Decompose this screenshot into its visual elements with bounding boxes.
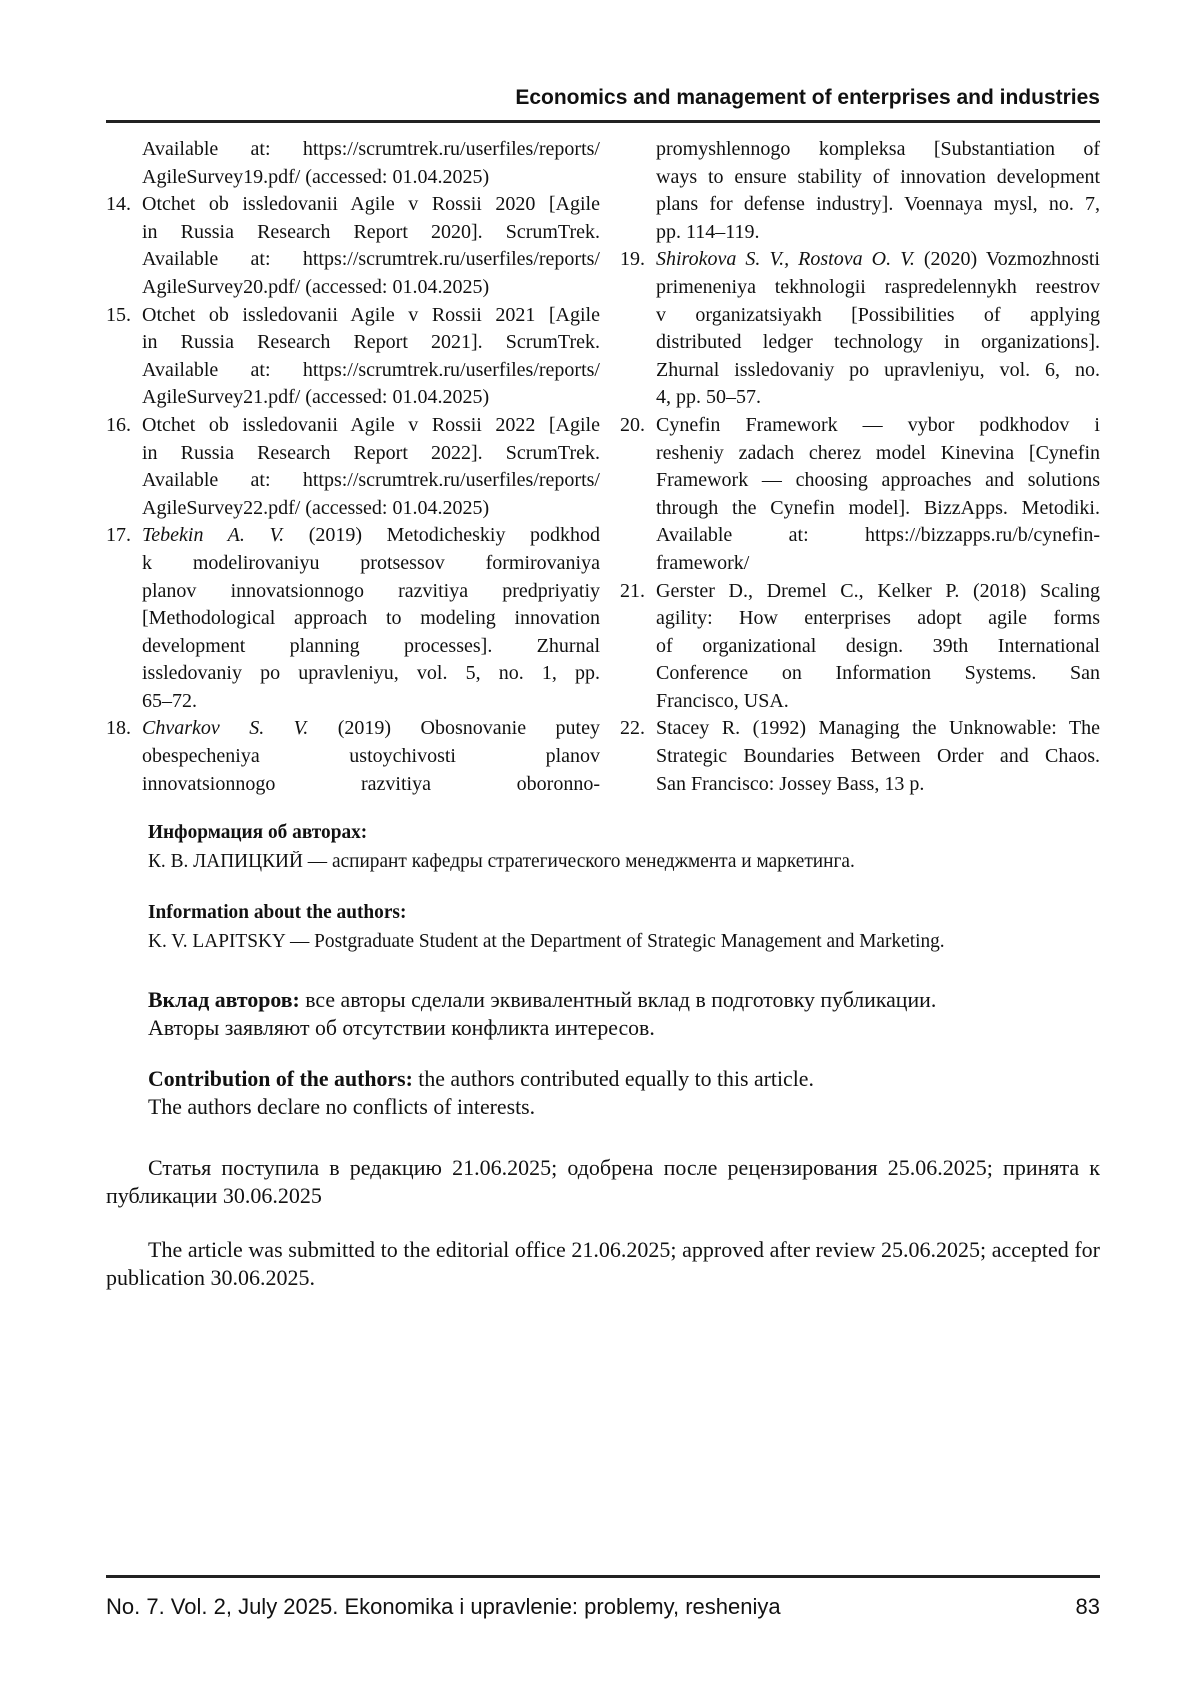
reference-line-text: Stacey R. (1992) Managing the Unknowable: The xyxy=(656,717,1100,739)
reference-line-text: Otchet ob issledovanii Agile v Rossii 2021 [Agile xyxy=(142,304,600,326)
reference-line-text: in Russia Research Report 2022]. ScrumTrek. xyxy=(142,442,600,464)
authors-info-ru-text: К. В. ЛАПИЦКИЙ — аспирант кафедры стратегического менеджмента и маркетинга. xyxy=(148,847,1100,876)
reference-line xyxy=(656,164,1100,192)
reference-line xyxy=(142,164,600,192)
reference-line xyxy=(142,412,600,440)
reference-item xyxy=(106,522,600,715)
reference-line xyxy=(142,715,600,743)
reference-line-text: Francisco, USA. xyxy=(656,690,789,712)
reference-number: 18. xyxy=(106,715,131,743)
reference-line xyxy=(656,633,1100,661)
reference-line xyxy=(142,743,600,771)
reference-line xyxy=(142,495,600,523)
reference-number: 22. xyxy=(620,715,645,743)
footer-journal: No. 7. Vol. 2, July 2025. Ekonomika i upravlenie: problemy, resheniya xyxy=(106,1594,781,1620)
reference-line xyxy=(656,715,1100,743)
reference-line xyxy=(656,357,1100,385)
reference-line-text: Available at: https://scrumtrek.ru/userfiles/reports/ xyxy=(142,248,600,270)
reference-item xyxy=(620,578,1100,716)
reference-line xyxy=(142,550,600,578)
conflict-en: The authors declare no conflicts of interests. xyxy=(148,1093,1100,1121)
reference-line xyxy=(656,412,1100,440)
reference-line xyxy=(142,384,600,412)
reference-line-text: primeneniya tekhnologii raspredelennykh reestrov xyxy=(656,276,1100,298)
reference-line-text: Otchet ob issledovanii Agile v Rossii 2022 [Agile xyxy=(142,414,600,436)
authors-info-en-text: K. V. LAPITSKY — Postgraduate Student at the Department of Strategic Management and Marketing. xyxy=(148,927,1100,956)
reference-line-text: Available at: https://scrumtrek.ru/userfiles/reports/ xyxy=(142,359,600,381)
reference-line-text: resheniy zadach cherez model Kinevina [Cynefin xyxy=(656,442,1100,464)
reference-line-text: Cynefin Framework — vybor podkhodov i xyxy=(656,414,1100,436)
reference-line xyxy=(656,246,1100,274)
reference-line xyxy=(656,219,1100,247)
reference-line-text: in Russia Research Report 2021]. ScrumTrek. xyxy=(142,331,600,353)
reference-item xyxy=(106,715,600,798)
contribution-ru-label: Вклад авторов: xyxy=(148,987,300,1012)
reference-line xyxy=(142,578,600,606)
reference-line-text: [Methodological approach to modeling innovation xyxy=(142,607,600,629)
reference-item xyxy=(620,246,1100,412)
reference-line-text: planov innovatsionnogo razvitiya predpriyatiy xyxy=(142,580,600,602)
reference-line xyxy=(656,495,1100,523)
reference-line-text: Zhurnal issledovaniy po upravleniyu, vol. 6, no. xyxy=(656,359,1100,381)
contribution-en-text: the authors contributed equally to this article. xyxy=(413,1066,814,1091)
reference-line xyxy=(656,578,1100,606)
reference-line-text: of organizational design. 39th International xyxy=(656,635,1100,657)
reference-line-text: issledovaniy po upravleniyu, vol. 5, no. 1, pp. xyxy=(142,662,600,684)
reference-line-text: 65–72. xyxy=(142,690,197,712)
reference-line-text: v organizatsiyakh [Possibilities of applying xyxy=(656,304,1100,326)
reference-line xyxy=(142,219,600,247)
reference-line-text: (2020) Vozmozhnosti xyxy=(915,248,1100,270)
reference-line-text: AgileSurvey20.pdf/ (accessed: 01.04.2025) xyxy=(142,276,489,298)
dates-en: The article was submitted to the editorial office 21.06.2025; approved after review 25.06.2025; accepted for publication 30.06.2025. xyxy=(106,1236,1100,1292)
authors-info-ru-heading: Информация об авторах: xyxy=(148,822,367,843)
reference-line-text: k modelirovaniyu protsessov formirovaniya xyxy=(142,552,600,574)
reference-line-text: (2019) Metodicheskiy podkhod xyxy=(284,524,600,546)
authors-info-en-heading: Information about the authors: xyxy=(148,902,406,923)
reference-line xyxy=(656,329,1100,357)
reference-line xyxy=(142,605,600,633)
footer-rule xyxy=(106,1575,1100,1578)
reference-line xyxy=(656,274,1100,302)
reference-line xyxy=(142,467,600,495)
reference-line-text: AgileSurvey19.pdf/ (accessed: 01.04.2025) xyxy=(142,166,489,188)
reference-line-text: 4, pp. 50–57. xyxy=(656,386,761,408)
reference-line xyxy=(142,191,600,219)
reference-authors: Shirokova S. V., Rostova O. V. xyxy=(656,248,915,270)
reference-line-text: in Russia Research Report 2020]. ScrumTrek. xyxy=(142,221,600,243)
reference-line xyxy=(142,357,600,385)
reference-item xyxy=(106,302,600,412)
contribution-en xyxy=(148,1065,1108,1121)
page-number: 83 xyxy=(1076,1594,1100,1620)
reference-line-text: Gerster D., Dremel C., Kelker P. (2018) Scaling xyxy=(656,580,1100,602)
authors-info-ru xyxy=(148,818,1108,876)
reference-line xyxy=(656,302,1100,330)
reference-line-text: Strategic Boundaries Between Order and Chaos. xyxy=(656,745,1100,767)
reference-number: 16. xyxy=(106,412,131,440)
reference-line-text: AgileSurvey22.pdf/ (accessed: 01.04.2025) xyxy=(142,497,489,519)
contribution-en-label: Contribution of the authors: xyxy=(148,1066,413,1091)
reference-item xyxy=(106,191,600,301)
contribution-ru-text: все авторы сделали эквивалентный вклад в подготовку публикации. xyxy=(300,987,936,1012)
reference-line-text: Framework — choosing approaches and solutions xyxy=(656,469,1100,491)
page-footer xyxy=(106,1594,1100,1620)
reference-line xyxy=(656,467,1100,495)
reference-line-text: Conference on Information Systems. San xyxy=(656,662,1100,684)
reference-item xyxy=(620,715,1100,798)
reference-line xyxy=(656,660,1100,688)
reference-line-text: Available at: https://bizzapps.ru/b/cynefin- xyxy=(656,524,1100,546)
reference-line xyxy=(656,688,1100,716)
reference-line xyxy=(142,633,600,661)
reference-line xyxy=(656,605,1100,633)
reference-line-text: San Francisco: Jossey Bass, 13 p. xyxy=(656,773,924,795)
reference-line-text: Otchet ob issledovanii Agile v Rossii 2020 [Agile xyxy=(142,193,600,215)
reference-authors: Tebekin A. V. xyxy=(142,524,284,546)
reference-line xyxy=(142,688,600,716)
reference-line xyxy=(142,302,600,330)
reference-line xyxy=(142,660,600,688)
reference-line-text: agility: How enterprises adopt agile forms xyxy=(656,607,1100,629)
reference-line xyxy=(142,136,600,164)
references-right-column xyxy=(620,136,1100,798)
reference-number: 15. xyxy=(106,302,131,330)
reference-line-text: pp. 114–119. xyxy=(656,221,760,243)
header-rule xyxy=(106,120,1100,123)
reference-item xyxy=(620,412,1100,578)
reference-authors: Chvarkov S. V. xyxy=(142,717,308,739)
reference-line-text: (2019) Obosnovanie putey xyxy=(308,717,600,739)
reference-item xyxy=(106,136,600,191)
reference-line xyxy=(142,246,600,274)
reference-line xyxy=(656,136,1100,164)
reference-line-text: plans for defense industry]. Voennaya mysl, no. 7, xyxy=(656,193,1100,215)
reference-line-text: distributed ledger technology in organizations]. xyxy=(656,331,1100,353)
reference-line xyxy=(656,771,1100,799)
reference-number: 14. xyxy=(106,191,131,219)
reference-line xyxy=(142,274,600,302)
reference-line-text: Available at: https://scrumtrek.ru/userfiles/reports/ xyxy=(142,469,600,491)
reference-line-text: framework/ xyxy=(656,552,749,574)
reference-line xyxy=(142,771,600,799)
reference-line xyxy=(656,550,1100,578)
running-header: Economics and management of enterprises and industries xyxy=(106,86,1100,110)
reference-line xyxy=(142,329,600,357)
reference-item xyxy=(620,136,1100,246)
reference-line xyxy=(656,743,1100,771)
reference-line xyxy=(142,522,600,550)
reference-line xyxy=(142,440,600,468)
reference-line-text: through the Cynefin model]. BizzApps. Metodiki. xyxy=(656,497,1100,519)
dates-ru: Статья поступила в редакцию 21.06.2025; одобрена после рецензирования 25.06.2025; принята к публикации 30.06.2025 xyxy=(106,1154,1100,1210)
contribution-ru xyxy=(148,986,1108,1042)
reference-line-text: innovatsionnogo razvitiya oboronno- xyxy=(142,773,600,795)
reference-line-text: obespecheniya ustoychivosti planov xyxy=(142,745,600,767)
reference-line xyxy=(656,191,1100,219)
reference-line-text: development planning processes]. Zhurnal xyxy=(142,635,600,657)
conflict-ru: Авторы заявляют об отсутствии конфликта интересов. xyxy=(148,1014,1100,1042)
reference-number: 21. xyxy=(620,578,645,606)
reference-number: 19. xyxy=(620,246,645,274)
reference-number: 20. xyxy=(620,412,645,440)
reference-line-text: ways to ensure stability of innovation development xyxy=(656,166,1100,188)
reference-number: 17. xyxy=(106,522,131,550)
references-left-column xyxy=(106,136,600,798)
reference-line-text: promyshlennogo kompleksa [Substantiation of xyxy=(656,138,1100,160)
reference-line-text: AgileSurvey21.pdf/ (accessed: 01.04.2025) xyxy=(142,386,489,408)
reference-item xyxy=(106,412,600,522)
reference-line xyxy=(656,440,1100,468)
reference-line-text: Available at: https://scrumtrek.ru/userfiles/reports/ xyxy=(142,138,600,160)
reference-line xyxy=(656,522,1100,550)
authors-info-en xyxy=(148,898,1108,956)
reference-line xyxy=(656,384,1100,412)
